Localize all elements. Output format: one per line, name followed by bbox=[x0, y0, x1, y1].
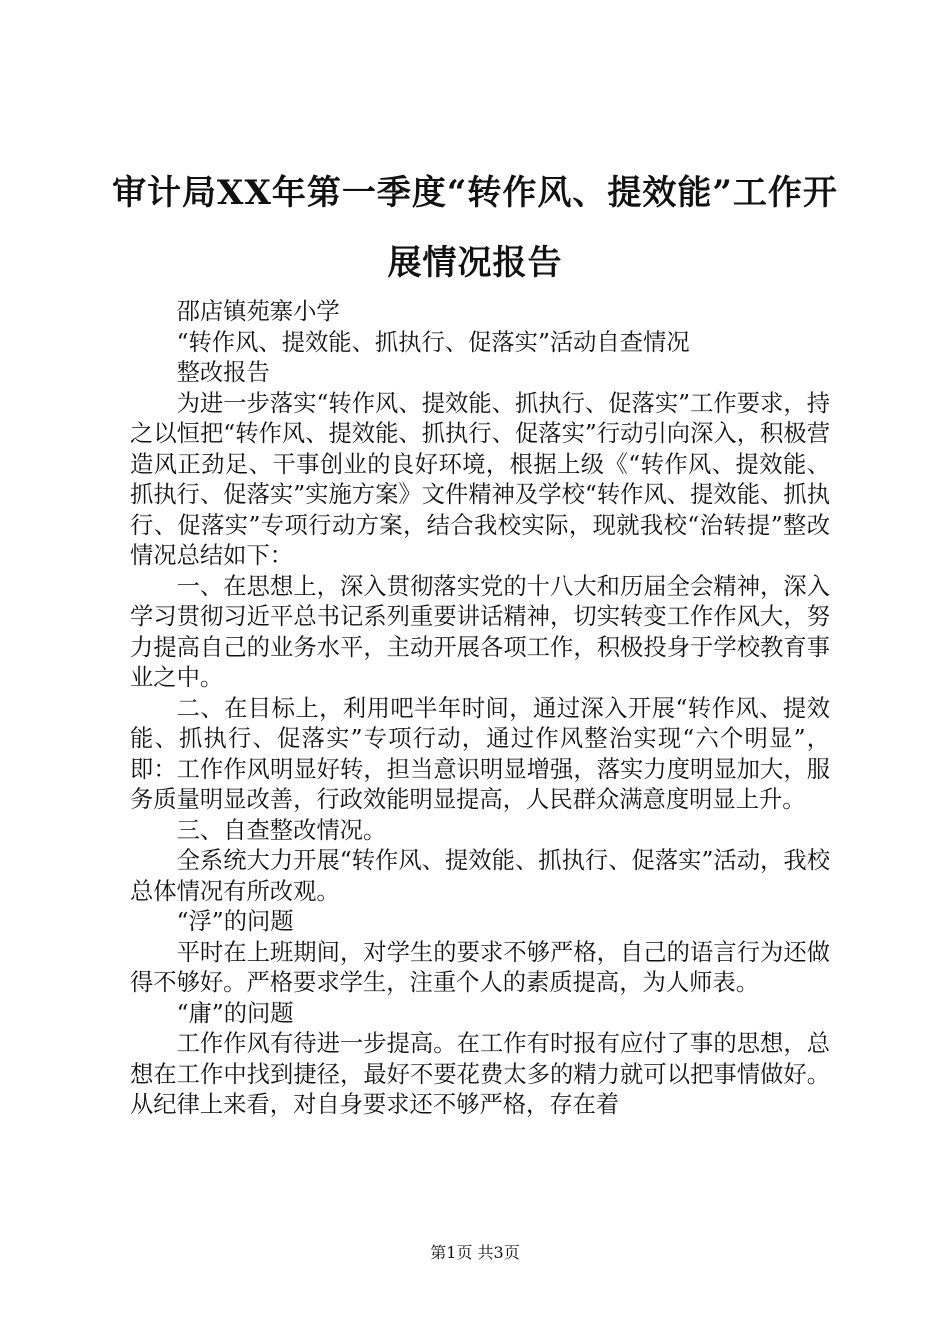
paragraph-goal: 二、在目标上，利用吧半年时间，通过深入开展“转作风、提效能、抓执行、促落实”专项行动，通过作风整治实现“六个明显”，即：工作作风明显好转，担当意识明显增强，落实力度明显加大，服务质量明显改善，行政效能明显提高，人民群众满意度明显上升。 bbox=[130, 694, 830, 813]
paragraph-intro: 为进一步落实“转作风、提效能、抓执行、促落实”工作要求，持之以恒把“转作风、提效能、抓执行、促落实”行动引向深入，积极营造风正劲足、干事创业的良好环境，根据上级《“转作风、提效能、抓执行、促落实”实施方案》文件精神及学校“转作风、提效能、抓执行、促落实”专项行动方案，结合我校实际，现就我校“治转提”整改情况总结如下： bbox=[130, 389, 830, 569]
section-heading-self-check: 三、自查整改情况。 bbox=[176, 816, 387, 844]
issue-heading-yong: “庸”的问题 bbox=[176, 999, 294, 1027]
paragraph-yong: 工作作风有待进一步提高。在工作有时报有应付了事的思想，总想在工作中找到捷径，最好不要花费太多的精力就可以把事情做好。从纪律上来看，对自身要求还不够严格，存在着 bbox=[130, 1030, 830, 1118]
report-subtitle: “转作风、提效能、抓执行、促落实”活动自查情况 bbox=[176, 328, 690, 356]
document-body bbox=[130, 297, 830, 1121]
page-number: 第1页 共3页 bbox=[430, 1243, 520, 1262]
document-title: 审计局XX年第一季度“转作风、提效能”工作开展情况报告 bbox=[112, 173, 838, 283]
report-subtitle-continued: 整改报告 bbox=[176, 359, 270, 386]
paragraph-overview: 全系统大力开展“转作风、提效能、抓执行、促落实”活动，我校总体情况有所改观。 bbox=[130, 847, 830, 905]
paragraph-fu: 平时在上班期间，对学生的要求不够严格，自己的语言行为还做得不够好。严格要求学生，注重个人的素质提高，为人师表。 bbox=[130, 938, 830, 996]
school-name: 邵店镇苑寨小学 bbox=[176, 298, 340, 325]
issue-heading-fu: “浮”的问题 bbox=[176, 908, 294, 935]
paragraph-thought: 一、在思想上，深入贯彻落实党的十八大和历届全会精神，深入学习贯彻习近平总书记系列重要讲话精神，切实转变工作作风大，努力提高自己的业务水平，主动开展各项工作，积极投身于学校教育事业之中。 bbox=[130, 572, 830, 691]
